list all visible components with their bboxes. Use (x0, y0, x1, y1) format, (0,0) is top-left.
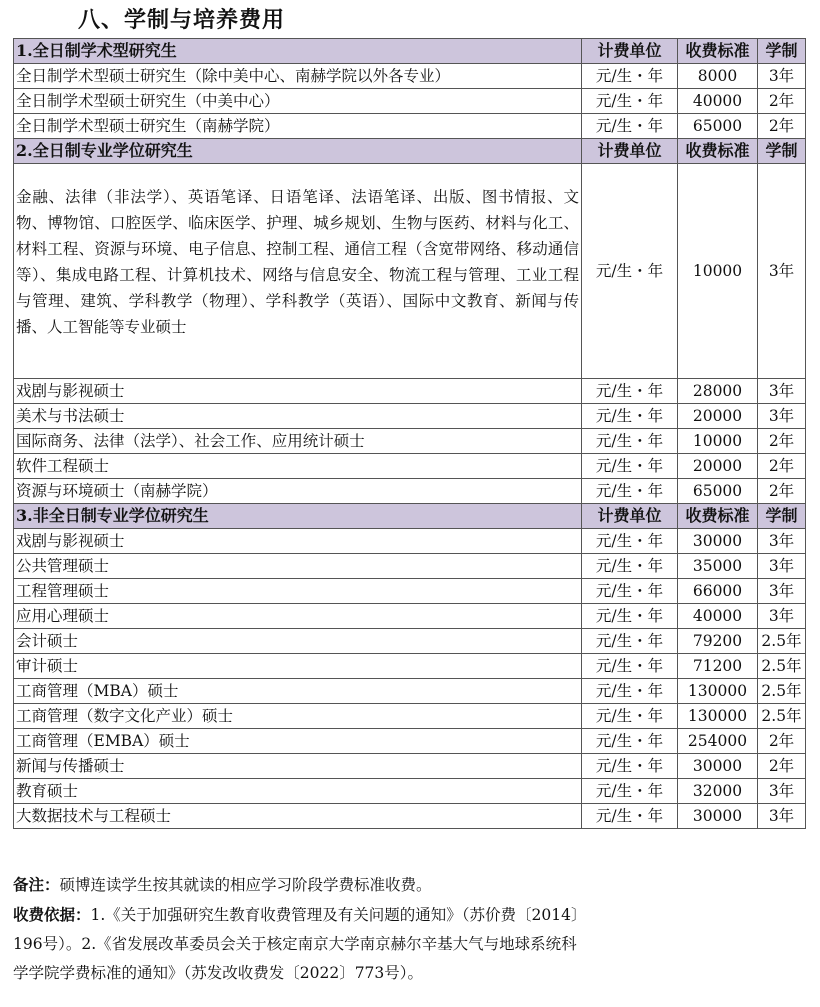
table-row (14, 729, 806, 754)
program-name: 工商管理（数字文化产业）硕士 (14, 704, 582, 729)
header-duration: 学制 (758, 504, 806, 529)
fee-amount: 79200 (678, 629, 758, 654)
study-duration: 2年 (758, 479, 806, 504)
fee-table (13, 38, 806, 829)
fee-amount: 130000 (678, 704, 758, 729)
fee-amount: 65000 (678, 114, 758, 139)
remark-text: 硕博连读学生按其就读的相应学习阶段学费标准收费。 (59, 876, 432, 894)
header-duration: 学制 (758, 39, 806, 64)
remark-line (13, 870, 808, 900)
table-row (14, 554, 806, 579)
table-row (14, 429, 806, 454)
fee-unit: 元/生・年 (582, 579, 678, 604)
fee-unit: 元/生・年 (582, 529, 678, 554)
fee-unit: 元/生・年 (582, 429, 678, 454)
fee-unit: 元/生・年 (582, 379, 678, 404)
fee-amount: 20000 (678, 404, 758, 429)
table-row (14, 114, 806, 139)
study-duration: 3年 (758, 779, 806, 804)
section-label: 1.全日制学术型研究生 (14, 39, 582, 64)
fee-unit: 元/生・年 (582, 754, 678, 779)
program-name: 金融、法律（非法学）、英语笔译、日语笔译、法语笔译、出版、图书情报、文物、博物馆、口腔医学、临床医学、护理、城乡规划、生物与医药、材料与化工、材料工程、资源与环境、电子信息、控制工程、通信工程（含宽带网络、移动通信等）、集成电路工程、计算机技术、网络与信息安全、物流工程与管理、工业工程与管理、建筑、学科教学（物理）、学科教学（英语）、国际中文教育、新闻与传播、人工智能等专业硕士 (14, 164, 582, 379)
study-duration: 2年 (758, 754, 806, 779)
study-duration: 2.5年 (758, 704, 806, 729)
fee-unit: 元/生・年 (582, 779, 678, 804)
fee-unit: 元/生・年 (582, 654, 678, 679)
study-duration: 2.5年 (758, 629, 806, 654)
basis-line-1 (13, 900, 808, 930)
header-fee: 收费标准 (678, 39, 758, 64)
fee-amount: 30000 (678, 754, 758, 779)
fee-amount: 65000 (678, 479, 758, 504)
fee-unit: 元/生・年 (582, 804, 678, 829)
fee-unit: 元/生・年 (582, 404, 678, 429)
table-row (14, 89, 806, 114)
study-duration: 3年 (758, 804, 806, 829)
section-header-row (14, 504, 806, 529)
program-name: 工商管理（EMBA）硕士 (14, 729, 582, 754)
fee-amount: 130000 (678, 679, 758, 704)
table-row (14, 704, 806, 729)
table-row (14, 164, 806, 379)
notes (13, 870, 808, 988)
program-name: 全日制学术型硕士研究生（除中美中心、南赫学院以外各专业） (14, 64, 582, 89)
fee-amount: 28000 (678, 379, 758, 404)
program-name: 工程管理硕士 (14, 579, 582, 604)
program-name: 戏剧与影视硕士 (14, 529, 582, 554)
table-row (14, 479, 806, 504)
fee-amount: 30000 (678, 529, 758, 554)
program-name: 新闻与传播硕士 (14, 754, 582, 779)
program-name: 应用心理硕士 (14, 604, 582, 629)
study-duration: 3年 (758, 379, 806, 404)
study-duration: 3年 (758, 404, 806, 429)
fee-unit: 元/生・年 (582, 629, 678, 654)
study-duration: 3年 (758, 529, 806, 554)
fee-unit: 元/生・年 (582, 479, 678, 504)
header-duration: 学制 (758, 139, 806, 164)
fee-table-body (14, 39, 806, 829)
study-duration: 2年 (758, 454, 806, 479)
study-duration: 3年 (758, 64, 806, 89)
program-name: 教育硕士 (14, 779, 582, 804)
header-unit: 计费单位 (582, 504, 678, 529)
fee-unit: 元/生・年 (582, 454, 678, 479)
section-title: 八、学制与培养费用 (78, 7, 286, 33)
fee-amount: 254000 (678, 729, 758, 754)
section-header-row (14, 139, 806, 164)
fee-amount: 10000 (678, 164, 758, 379)
program-name: 资源与环境硕士（南赫学院） (14, 479, 582, 504)
table-row (14, 404, 806, 429)
program-name: 全日制学术型硕士研究生（中美中心） (14, 89, 582, 114)
table-row (14, 579, 806, 604)
fee-amount: 30000 (678, 804, 758, 829)
table-row (14, 379, 806, 404)
study-duration: 2年 (758, 89, 806, 114)
fee-unit: 元/生・年 (582, 704, 678, 729)
study-duration: 3年 (758, 164, 806, 379)
fee-unit: 元/生・年 (582, 64, 678, 89)
header-fee: 收费标准 (678, 504, 758, 529)
program-name: 大数据技术与工程硕士 (14, 804, 582, 829)
fee-unit: 元/生・年 (582, 114, 678, 139)
fee-amount: 40000 (678, 89, 758, 114)
fee-unit: 元/生・年 (582, 89, 678, 114)
fee-amount: 32000 (678, 779, 758, 804)
fee-unit: 元/生・年 (582, 554, 678, 579)
fee-amount: 8000 (678, 64, 758, 89)
table-row (14, 454, 806, 479)
section-label: 2.全日制专业学位研究生 (14, 139, 582, 164)
fee-amount: 10000 (678, 429, 758, 454)
fee-unit: 元/生・年 (582, 679, 678, 704)
program-name: 工商管理（MBA）硕士 (14, 679, 582, 704)
fee-amount: 71200 (678, 654, 758, 679)
header-unit: 计费单位 (582, 139, 678, 164)
fee-unit: 元/生・年 (582, 164, 678, 379)
table-row (14, 529, 806, 554)
table-row (14, 64, 806, 89)
program-name: 美术与书法硕士 (14, 404, 582, 429)
basis-label: 收费依据： (13, 905, 91, 924)
program-name: 软件工程硕士 (14, 454, 582, 479)
table-row (14, 754, 806, 779)
program-name: 会计硕士 (14, 629, 582, 654)
program-name: 全日制学术型硕士研究生（南赫学院） (14, 114, 582, 139)
study-duration: 3年 (758, 579, 806, 604)
header-unit: 计费单位 (582, 39, 678, 64)
fee-amount: 66000 (678, 579, 758, 604)
fee-unit: 元/生・年 (582, 604, 678, 629)
header-fee: 收费标准 (678, 139, 758, 164)
table-row (14, 629, 806, 654)
study-duration: 2.5年 (758, 679, 806, 704)
program-name: 审计硕士 (14, 654, 582, 679)
basis-line-3: 学学院学费标准的通知》（苏发改收费发〔2022〕773号）。 (13, 964, 424, 982)
program-name: 公共管理硕士 (14, 554, 582, 579)
fee-amount: 40000 (678, 604, 758, 629)
study-duration: 2年 (758, 729, 806, 754)
table-row (14, 654, 806, 679)
fee-unit: 元/生・年 (582, 729, 678, 754)
basis-line-2: 196号）。2.《省发展改革委员会关于核定南京大学南京赫尔辛基大气与地球系统科 (13, 935, 577, 953)
study-duration: 3年 (758, 554, 806, 579)
remark-label: 备注： (13, 875, 60, 894)
study-duration: 2年 (758, 114, 806, 139)
table-row (14, 779, 806, 804)
table-row (14, 604, 806, 629)
study-duration: 2年 (758, 429, 806, 454)
basis-text-1: 1.《关于加强研究生教育收费管理及有关问题的通知》（苏价费〔2014〕 (90, 906, 587, 924)
program-name: 戏剧与影视硕士 (14, 379, 582, 404)
table-row (14, 679, 806, 704)
section-header-row (14, 39, 806, 64)
fee-amount: 35000 (678, 554, 758, 579)
study-duration: 2.5年 (758, 654, 806, 679)
program-name: 国际商务、法律（法学）、社会工作、应用统计硕士 (14, 429, 582, 454)
study-duration: 3年 (758, 604, 806, 629)
table-row (14, 804, 806, 829)
fee-amount: 20000 (678, 454, 758, 479)
section-label: 3.非全日制专业学位研究生 (14, 504, 582, 529)
